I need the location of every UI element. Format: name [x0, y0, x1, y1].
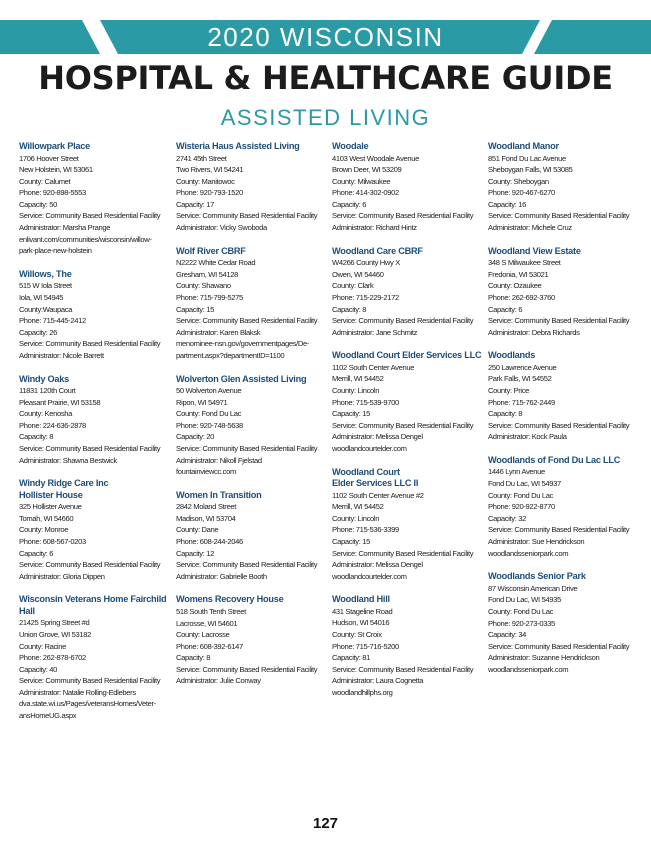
facility-detail-line: Service: Community Based Residential Facility — [332, 420, 474, 430]
facility-detail-line: Administrator: Marsha Prange — [19, 223, 111, 233]
facility-detail-line: 2741 45th Street — [176, 153, 227, 163]
facility-detail-line: County: Fond Du Lac — [176, 409, 242, 419]
facility-detail-line: Service: Community Based Residential Facility — [19, 560, 161, 570]
facility-detail-line: Capacity: 15 — [176, 304, 215, 314]
facility-detail-line: Phone: 715-536-3399 — [332, 525, 399, 535]
facility-entry — [488, 455, 638, 559]
facility-entry — [176, 141, 326, 234]
facility-detail-line: Hudson, WI 54016 — [332, 618, 390, 628]
facility-detail-line: Administrator: Debra Richards — [488, 327, 580, 337]
facility-detail-line: N2222 White Cedar Road — [176, 258, 256, 268]
facility-entry — [488, 141, 638, 234]
facility-entry — [488, 350, 638, 443]
facility-detail-line: County:Waupaca — [19, 304, 73, 314]
facility-detail-line: Service: Community Based Residential Facility — [176, 211, 318, 221]
facility-detail-line: Tomah, WI 54660 — [19, 513, 74, 523]
facility-name: Wolf River CBRF — [176, 245, 246, 256]
facility-detail-line: 431 Stageline Road — [332, 606, 393, 616]
facility-detail-line: Phone: 715-229-2172 — [332, 292, 399, 302]
facility-detail-line: woodlandsseniorpark.com — [488, 664, 569, 674]
facility-detail-line: Phone: 262-878-6702 — [19, 653, 86, 663]
facility-detail-line: County: Sheboygan — [488, 176, 549, 186]
facility-detail-line: 1102 South Center Avenue #2 — [332, 490, 424, 500]
facility-detail-line: Sheboygan Falls, WI 53085 — [488, 165, 573, 175]
facility-entry — [19, 478, 169, 582]
facility-entry — [19, 141, 169, 257]
facility-detail-line: Capacity: 15 — [332, 536, 371, 546]
facility-detail-line: partment.aspx?departmentID=1100 — [176, 350, 285, 360]
facility-detail-line: Administrator: Suzanne Hendrickson — [488, 653, 600, 663]
facility-detail-line: Capacity: 12 — [176, 548, 215, 558]
facility-detail-line: Administrator: Julie Conway — [176, 676, 261, 686]
facility-detail-line: Phone: 920-273-0335 — [488, 618, 555, 628]
facility-detail-line: Pleasant Prairie, WI 53158 — [19, 397, 101, 407]
facility-detail-line: fountainviewcc.com — [176, 467, 236, 477]
facility-detail-line: Service: Community Based Residential Facility — [19, 443, 161, 453]
facility-detail-line: 851 Fond Du Lac Avenue — [488, 153, 566, 163]
facility-detail-line: woodlandsseniorpark.com — [488, 548, 569, 558]
facility-entry — [332, 141, 482, 234]
header-banner — [0, 20, 651, 54]
facility-name: Hall — [19, 605, 35, 616]
facility-detail-line: 518 South Tenth Street — [176, 606, 246, 616]
facility-detail-line: woodlandhillphs.org — [332, 687, 393, 697]
facility-detail-line: Service: Community Based Residential Facility — [488, 525, 630, 535]
facility-detail-line: County: St Croix — [332, 630, 382, 639]
facility-detail-line: Phone: 715-762-2449 — [488, 397, 555, 407]
facility-detail-line: Phone: 920-793-1520 — [176, 188, 243, 198]
facility-detail-line: Capacity: 81 — [332, 653, 371, 663]
facility-name: Woodland Manor — [488, 141, 559, 151]
facility-detail-line: Service: Community Based Residential Facility — [332, 548, 474, 558]
facility-detail-line: Service: Community Based Residential Facility — [488, 316, 630, 326]
facility-name: Woodale — [332, 141, 369, 151]
facility-detail-line: County: Lacrosse — [176, 630, 230, 640]
facility-detail-line: Administrator: Richard Hintz — [332, 223, 417, 233]
facility-detail-line: Phone: 608-392-6147 — [176, 641, 243, 651]
facility-detail-line: County: Fond Du Lac — [488, 606, 554, 616]
facility-detail-line: Capacity: 20 — [176, 432, 215, 442]
facility-detail-line: Phone: 608-244-2046 — [176, 537, 243, 547]
facility-detail-line: park-place-new-holstein — [19, 246, 92, 256]
facility-name: Woodlands of Fond Du Lac LLC — [488, 454, 621, 465]
facility-entry — [488, 571, 638, 675]
facility-detail-line: 21425 Spring Street #d — [19, 618, 90, 628]
facility-detail-line: Administrator: Shawna Bestwick — [19, 455, 117, 465]
facility-detail-line: Service: Community Based Residential Facility — [488, 641, 630, 651]
page-title: HOSPITAL & HEALTHCARE GUIDE — [38, 59, 613, 97]
facility-detail-line: County: Shawano — [176, 281, 231, 291]
facility-detail-line: Administrator: Laura Cognetta — [332, 676, 424, 686]
facility-detail-line: Union Grove, WI 53182 — [19, 629, 92, 639]
listing-column-4 — [488, 141, 638, 687]
facility-detail-line: Phone: 715-539-9700 — [332, 397, 399, 407]
facility-detail-line: Service: Community Based Residential Facility — [19, 339, 161, 349]
facility-entry — [176, 594, 326, 687]
facility-detail-line: Administrator: Kock Paula — [488, 432, 567, 442]
facility-detail-line: Two Rivers, WI 54241 — [176, 165, 244, 175]
facility-name: Hollister House — [19, 489, 83, 500]
facility-detail-line: Capacity: 8 — [176, 653, 211, 663]
facility-detail-line: 2842 Moland Street — [176, 502, 236, 512]
facility-name: Windy Oaks — [19, 373, 70, 384]
facility-detail-line: Administrator: Nikoll Fjelstad — [176, 455, 262, 465]
facility-detail-line: County: Lincoln — [332, 513, 380, 523]
facility-detail-line: Administrator: Karen Blaksk — [176, 327, 261, 337]
facility-name: Willowpark Place — [19, 141, 90, 151]
facility-detail-line: Capacity: 8 — [19, 432, 54, 442]
facility-detail-line: Service: Community Based Residential Facility — [176, 560, 318, 570]
facility-detail-line: County: Ozaukee — [488, 281, 542, 291]
facility-detail-line: Phone: 715-716-5200 — [332, 641, 399, 651]
facility-entry — [176, 246, 326, 362]
facility-entry — [176, 490, 326, 583]
facility-detail-line: County: Price — [488, 386, 530, 395]
section-title: ASSISTED LIVING — [220, 105, 431, 130]
facility-detail-line: Phone: 715-445-2412 — [19, 316, 86, 326]
facility-detail-line: Phone: 224-636-2878 — [19, 420, 86, 430]
facility-entry — [332, 246, 482, 339]
facility-detail-line: ansHomeUG.aspx — [19, 711, 77, 721]
facility-name: Elder Services LLC II — [332, 478, 419, 489]
facility-detail-line: Service: Community Based Residential Facility — [176, 664, 318, 674]
facility-detail-line: Capacity: 8 — [488, 409, 523, 419]
facility-detail-line: Capacity: 15 — [332, 409, 371, 419]
facility-name: Wisteria Haus Assisted Living — [176, 141, 300, 151]
facility-detail-line: Capacity: 6 — [332, 199, 367, 209]
facility-detail-line: Fond Du Lac, WI 54935 — [488, 595, 561, 605]
facility-detail-line: Service: Community Based Residential Facility — [19, 676, 161, 686]
facility-name: Wisconsin Veterans Home Fairchild — [19, 594, 167, 605]
facility-detail-line: enlivant.com/communities/wisconsin/willow- — [19, 234, 152, 244]
facility-detail-line: Service: Community Based Residential Facility — [332, 211, 474, 221]
facility-detail-line: Phone: 608-567-0203 — [19, 536, 86, 546]
listing-column-3 — [332, 141, 482, 711]
facility-detail-line: Capacity: 32 — [488, 513, 527, 523]
facility-detail-line: Park Falls, WI 54552 — [488, 374, 552, 384]
facility-detail-line: County: Monroe — [19, 525, 69, 535]
facility-detail-line: Fredonia, WI 53021 — [488, 269, 549, 279]
facility-detail-line: 325 Hollister Avenue — [19, 502, 82, 512]
facility-detail-line: Capacity: 16 — [488, 199, 527, 209]
facility-name: Woodland Court — [332, 466, 400, 477]
listing-columns — [19, 141, 639, 801]
facility-detail-line: Phone: 920-898-5553 — [19, 188, 86, 198]
facility-detail-line: Administrator: Gloria Dippen — [19, 571, 105, 581]
facility-detail-line: 50 Wolverton Avenue — [176, 386, 242, 395]
facility-detail-line: County: Milwaukee — [332, 176, 391, 186]
facility-detail-line: Phone: 715-799-5275 — [176, 292, 243, 302]
facility-detail-line: County: Calumet — [19, 176, 71, 186]
facility-detail-line: Fond Du Lac, WI 54937 — [488, 479, 561, 489]
facility-name: Woodland Care CBRF — [332, 245, 423, 256]
facility-entry — [332, 350, 482, 454]
facility-entry — [488, 246, 638, 339]
facility-detail-line: Capacity: 40 — [19, 664, 58, 674]
facility-name: Woodlands Senior Park — [488, 571, 586, 582]
facility-detail-line: 4103 West Woodale Avenue — [332, 153, 420, 163]
facility-detail-line: Service: Community Based Residential Facility — [19, 211, 161, 221]
facility-detail-line: Capacity: 6 — [488, 304, 523, 314]
facility-detail-line: County: Manitowoc — [176, 176, 235, 186]
facility-entry — [19, 594, 169, 721]
facility-detail-line: Administrator: Sue Hendrickson — [488, 537, 585, 547]
facility-detail-line: menominee-nsn.gov/governmentpages/De- — [176, 339, 310, 349]
facility-detail-line: Administrator: Vicky Swoboda — [176, 223, 267, 233]
page-number: 127 — [312, 815, 339, 832]
facility-detail-line: Brown Deer, WI 53209 — [332, 165, 402, 175]
facility-detail-line: dva.state.wi.us/Pages/veteransHomes/Veter- — [19, 699, 156, 709]
facility-detail-line: Administrator: Jane Schmitz — [332, 327, 418, 337]
facility-detail-line: 1102 South Center Avenue — [332, 362, 415, 372]
listing-column-2 — [176, 141, 326, 699]
facility-detail-line: Iola, WI 54945 — [19, 292, 64, 302]
facility-name: Woodland Court Elder Services LLC — [332, 350, 482, 361]
facility-detail-line: Administrator: Nicole Barrett — [19, 350, 104, 360]
facility-detail-line: Service: Community Based Residential Facility — [488, 211, 630, 221]
facility-detail-line: 1706 Hoover Street — [19, 153, 79, 163]
facility-detail-line: woodlandcourtelder.com — [332, 443, 407, 453]
facility-detail-line: woodlandcourtelder.com — [332, 571, 407, 581]
facility-detail-line: Administrator: Melissa Dengel — [332, 432, 423, 442]
facility-detail-line: Owen, WI 54460 — [332, 269, 384, 279]
facility-entry — [19, 374, 169, 467]
facility-detail-line: Service: Community Based Residential Facility — [332, 664, 474, 674]
facility-detail-line: Capacity: 50 — [19, 199, 58, 209]
facility-detail-line: Service: Community Based Residential Facility — [488, 420, 630, 430]
facility-detail-line: Phone: 920-748-5638 — [176, 420, 243, 430]
facility-detail-line: Capacity: 8 — [332, 304, 367, 314]
facility-detail-line: County: Fond Du Lac — [488, 490, 554, 500]
facility-detail-line: Phone: 920-467-6270 — [488, 188, 555, 198]
facility-detail-line: 1446 Lynn Avenue — [488, 467, 545, 477]
facility-detail-line: Administrator: Gabrielle Booth — [176, 571, 267, 581]
facility-detail-line: Madison, WI 53704 — [176, 513, 236, 523]
facility-detail-line: Capacity: 17 — [176, 199, 215, 209]
facility-detail-line: Administrator: Natalie Rolling-Edlebers — [19, 687, 136, 697]
facility-detail-line: W4266 County Hwy X — [332, 258, 400, 268]
facility-name: Woodland View Estate — [488, 245, 581, 256]
facility-entry — [176, 374, 326, 478]
facility-detail-line: Service: Community Based Residential Facility — [176, 316, 318, 326]
facility-detail-line: Merrill, WI 54452 — [332, 502, 384, 512]
facility-entry — [332, 467, 482, 583]
facility-detail-line: Service: Community Based Residential Facility — [176, 443, 318, 453]
facility-name: Wolverton Glen Assisted Living — [176, 373, 307, 384]
facility-detail-line: Phone: 920-922-8770 — [488, 502, 555, 512]
facility-detail-line: County: Kenosha — [19, 409, 73, 419]
listing-column-1 — [19, 141, 169, 734]
facility-detail-line: Phone: 414-302-0902 — [332, 188, 399, 198]
facility-name: Woodland Hill — [332, 594, 390, 605]
facility-detail-line: 250 Lawrence Avenue — [488, 362, 557, 372]
facility-detail-line: New Holstein, WI 53061 — [19, 165, 93, 175]
facility-detail-line: 348 S Milwaukee Street — [488, 258, 561, 268]
facility-name: Windy Ridge Care Inc — [19, 478, 109, 489]
facility-detail-line: Capacity: 26 — [19, 327, 58, 337]
facility-detail-line: Service: Community Based Residential Facility — [332, 316, 474, 326]
facility-detail-line: County: Racine — [19, 641, 67, 651]
facility-name: Womens Recovery House — [176, 594, 284, 605]
facility-detail-line: Ripon, WI 54971 — [176, 397, 228, 407]
facility-detail-line: 11831 120th Court — [19, 386, 76, 395]
facility-name: Woodlands — [488, 350, 536, 361]
facility-name: Women In Transition — [176, 489, 262, 500]
banner-title: 2020 WISCONSIN — [207, 22, 444, 52]
facility-detail-line: Merrill, WI 54452 — [332, 374, 384, 384]
facility-detail-line: County: Dane — [176, 525, 219, 535]
facility-entry — [19, 269, 169, 362]
facility-detail-line: Lacrosse, WI 54601 — [176, 618, 238, 628]
facility-detail-line: Administrator: Michele Cruz — [488, 223, 572, 233]
facility-detail-line: Administrator: Melissa Dengel — [332, 560, 423, 570]
facility-detail-line: Gresham, WI 54128 — [176, 269, 239, 279]
facility-detail-line: 87 Wisconsin American Drive — [488, 583, 578, 593]
facility-entry — [332, 594, 482, 698]
facility-detail-line: County: Clark — [332, 281, 374, 291]
facility-detail-line: 515 W Iola Street — [19, 281, 72, 291]
facility-name: Willows, The — [19, 268, 72, 279]
facility-detail-line: Capacity: 6 — [19, 548, 54, 558]
facility-detail-line: Phone: 262-692-3760 — [488, 292, 555, 302]
facility-detail-line: County: Lincoln — [332, 386, 380, 395]
facility-detail-line: Capacity: 34 — [488, 630, 527, 640]
